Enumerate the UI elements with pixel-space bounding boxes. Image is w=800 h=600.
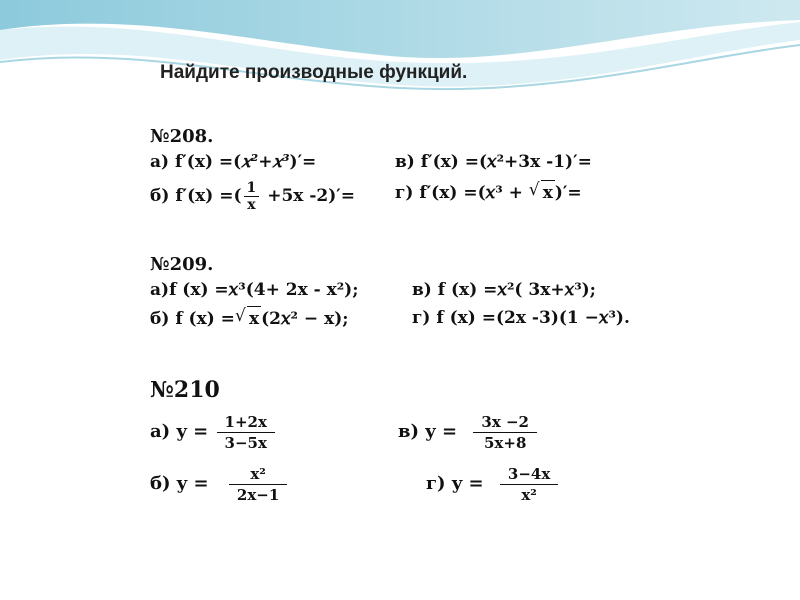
s209-item-g: г) f (x) =(2x -3)(1 −𝑥³).: [412, 308, 630, 328]
section-210: [150, 376, 610, 516]
s210-item-a: а) y = $\frac{1+2x}{3-5x}$: [150, 410, 277, 454]
page-title: Найдите производные функций.: [160, 62, 468, 83]
fraction: $\frac{1}{x}$: [244, 180, 260, 213]
square-root: √ x: [247, 306, 261, 331]
fraction: $\frac{3-4x}{\text{x²}}$: [500, 464, 558, 505]
section-209: [150, 254, 670, 334]
s210-item-v: в) y = $\frac{3x -2}{5x+8}$: [398, 410, 539, 454]
section-210-header: №210: [150, 377, 220, 403]
s209-item-a: а)f (x) =𝑥³(4+ 2x - x²);: [150, 280, 359, 300]
section-208: [150, 126, 670, 216]
fraction: $\frac{\text{x²}}{2x-1}$: [229, 464, 287, 505]
section-208-header: №208.: [150, 126, 214, 147]
section-209-header: №209.: [150, 254, 214, 275]
s209-item-b: б) f (x) =√ x (2𝑥² − x);: [150, 306, 349, 331]
fraction: $\frac{1+2x}{3-5x}$: [217, 412, 275, 453]
s208-item-a: а) f′(x) =(𝑥²+𝑥³)′=: [150, 152, 317, 172]
fraction: $\frac{3x -2}{5x+8}$: [473, 412, 537, 453]
s208-item-b: б) f′(x) =( $\frac{1}{x}$ +5x -2)′=: [150, 180, 355, 213]
s210-item-b: б) y = $\frac{\text{x²}}{2x-1}$: [150, 462, 289, 506]
header-wave-decoration: [0, 0, 800, 110]
s208-item-g: г) f′(x) =(𝑥³ + √ x )′=: [395, 180, 582, 205]
square-root: √ x: [541, 180, 555, 205]
s208-item-v: в) f′(x) =(𝑥²+3x -1)′=: [395, 152, 592, 172]
s209-item-v: в) f (x) =𝑥²( 3x+𝑥³);: [412, 280, 596, 300]
s210-item-g: г) y = $\frac{3-4x}{\text{x²}}$: [426, 462, 560, 506]
